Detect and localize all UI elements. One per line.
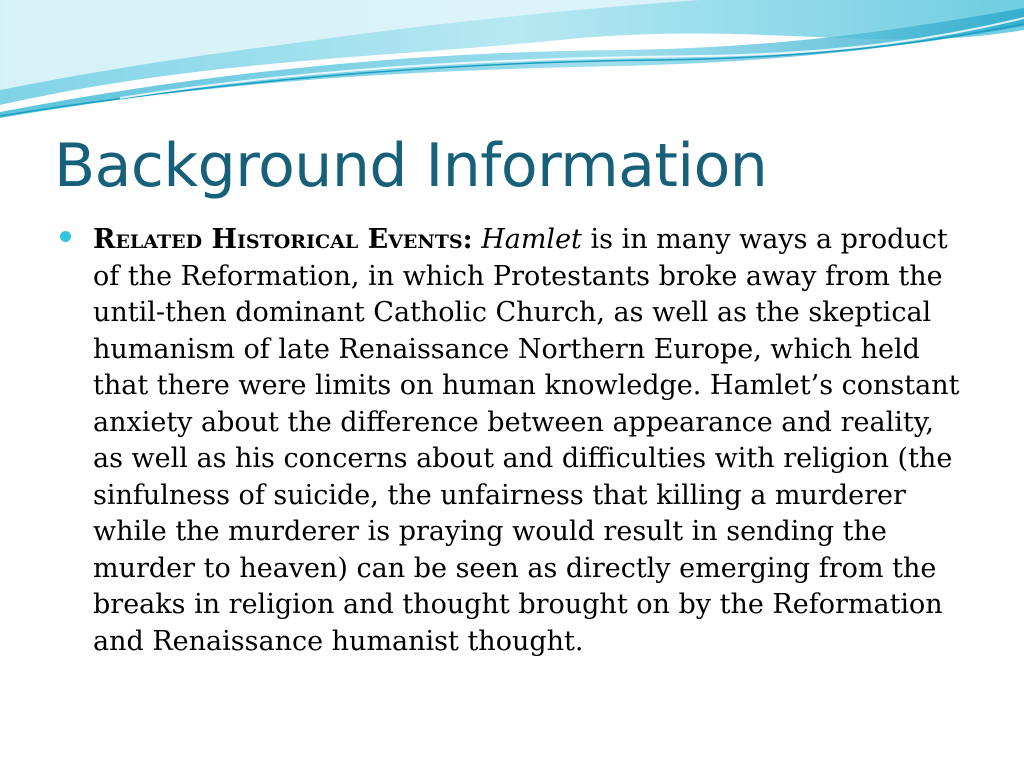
- bullet-italic-title: Hamlet: [481, 224, 582, 255]
- decorative-wave-banner: [0, 0, 1024, 120]
- bullet-item: [60, 222, 970, 660]
- bullet-body-text: is in many ways a product of the Reformation, in which Protestants broke away from the until-then dominant Catholic Church, as well as the skeptical humanism of late Renaissance Northern Europe, which held that there were limits on human knowledge. Hamlet’s constant anxiety about the difference between appearance and reality, as well as his concerns about and difficulties with religion (the sinfulness of suicide, the unfairness that killing a murderer while the murderer is praying would result in sending the murder to heaven) can be seen as directly emerging from the breaks in religion and thought brought on by the Reformation and Renaissance humanist thought.: [93, 224, 960, 657]
- bullet-list: [60, 222, 970, 660]
- bullet-dot-icon: [60, 231, 71, 242]
- bullet-lead-heading: Related Historical Events:: [93, 224, 473, 255]
- slide-title: Background Information: [54, 131, 768, 201]
